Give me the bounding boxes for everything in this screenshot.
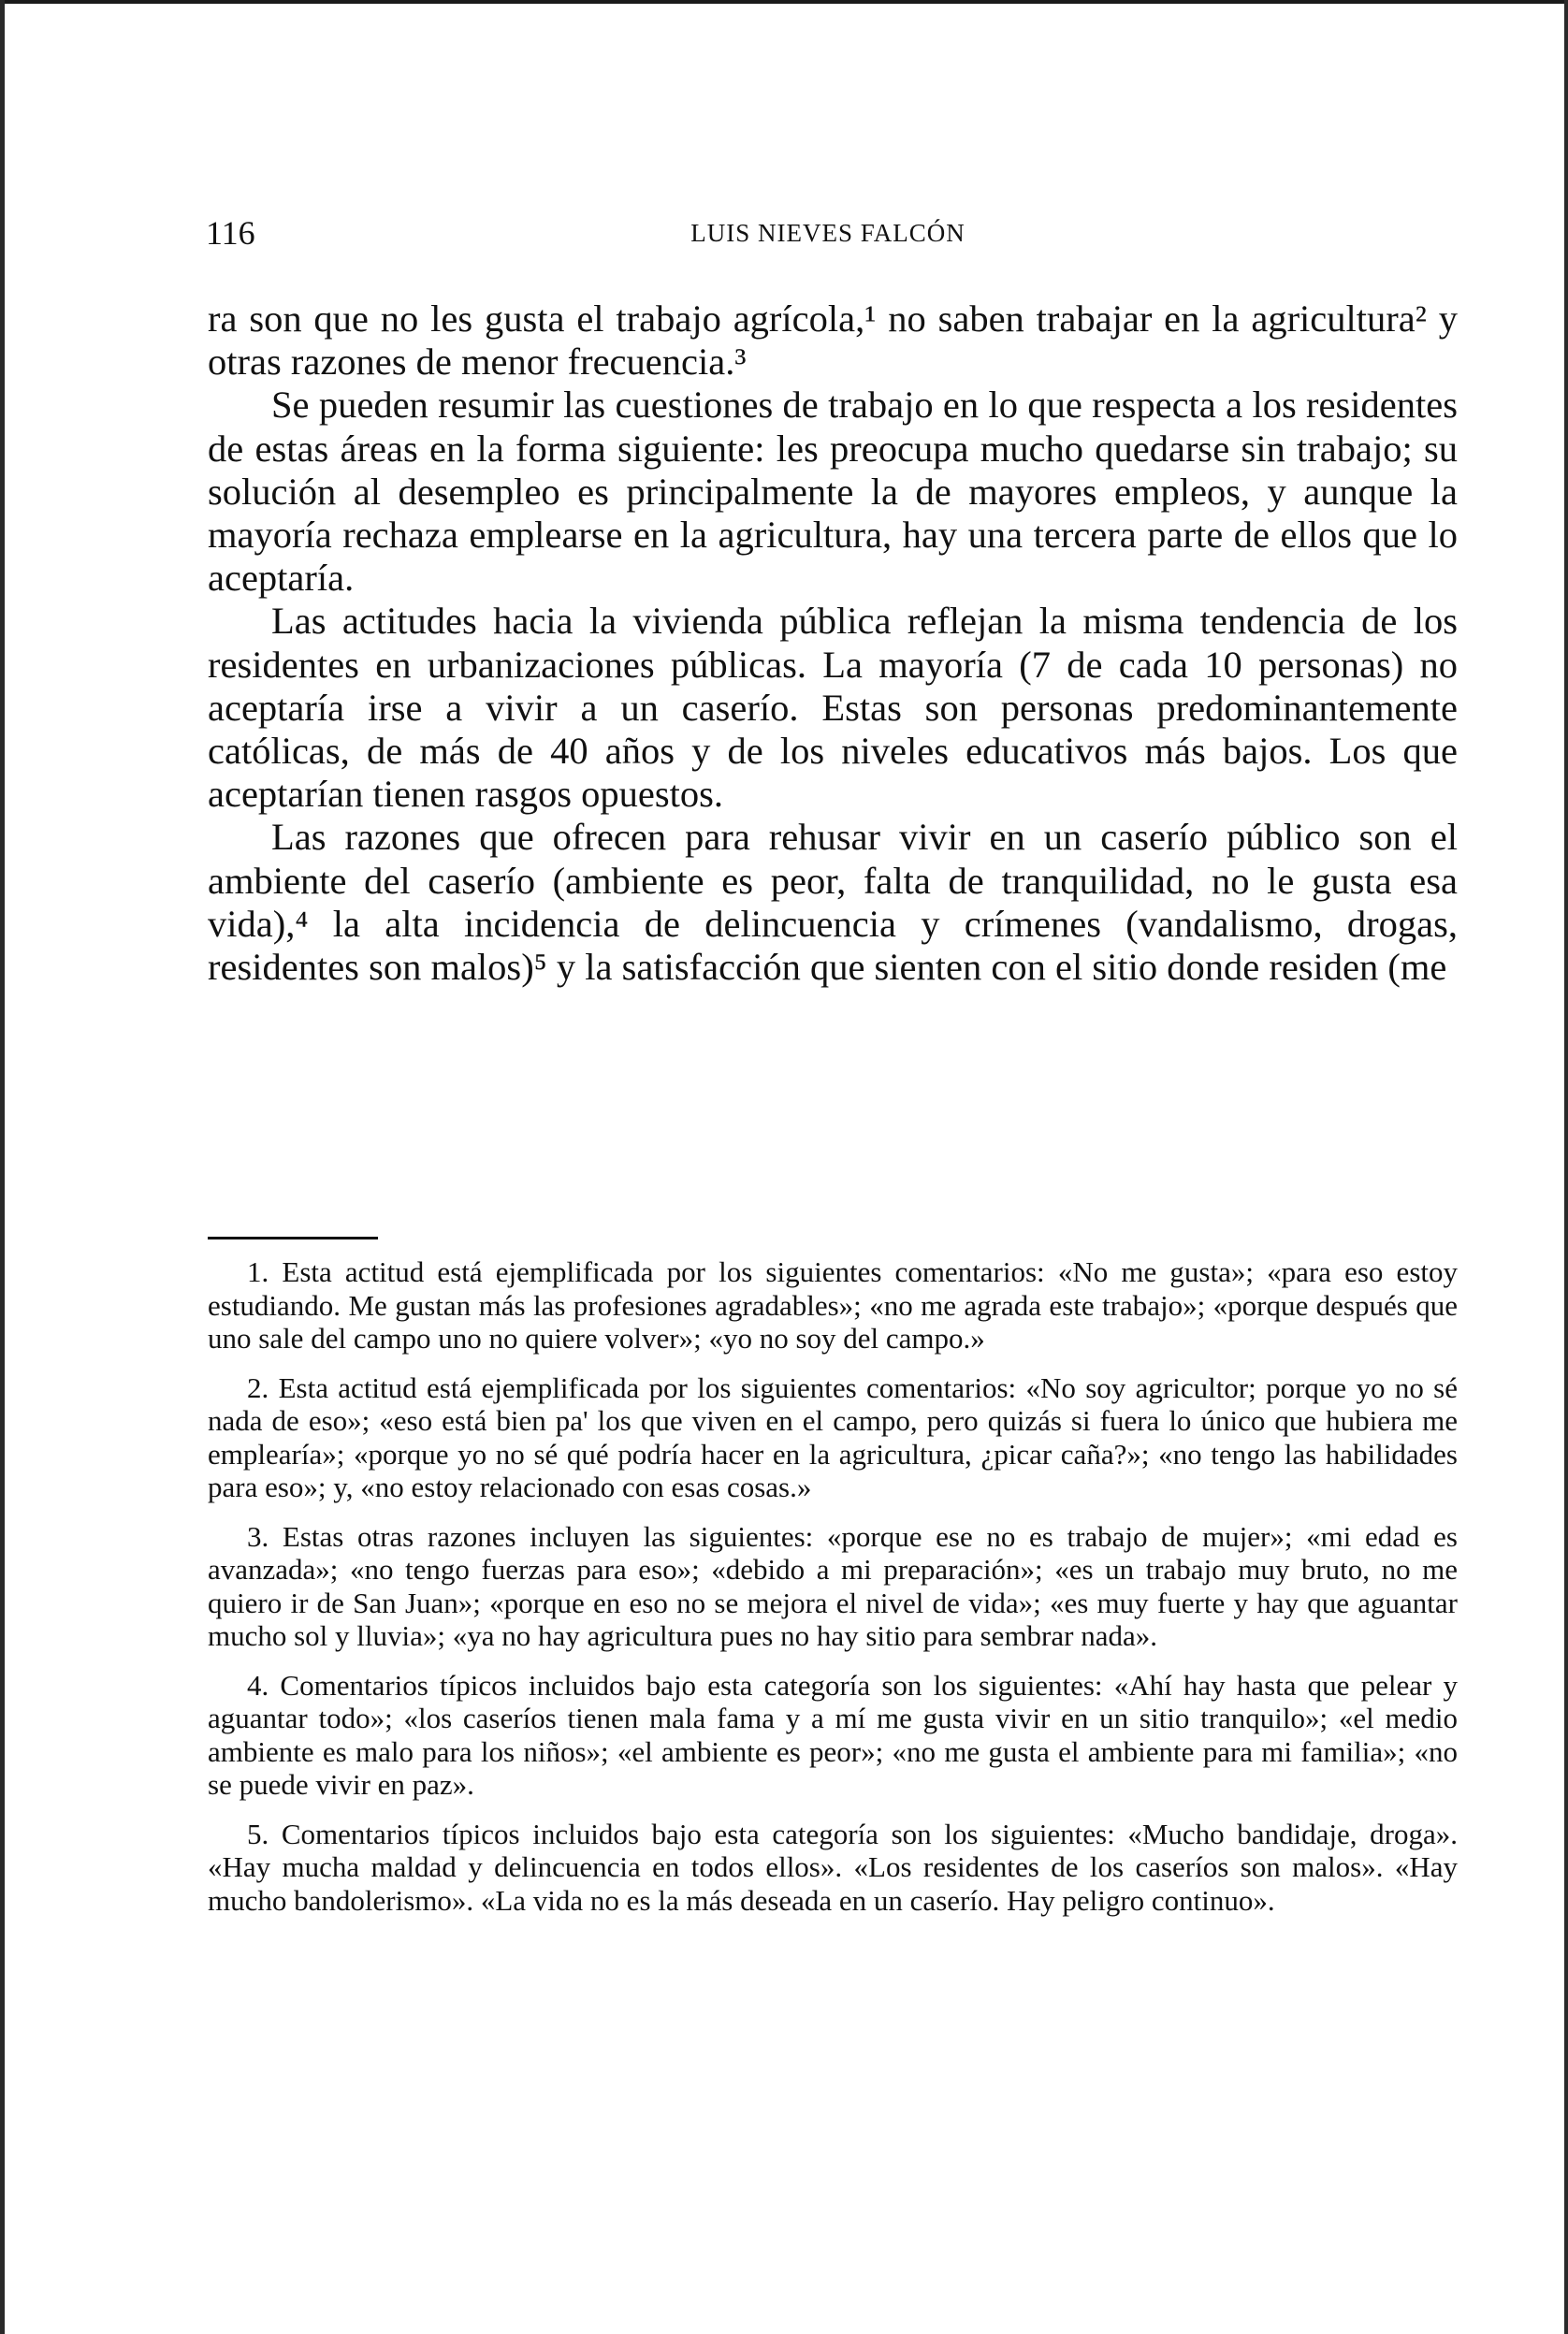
footnote-separator: [208, 1237, 378, 1239]
body-paragraph: ra son que no les gusta el trabajo agrícola,¹ no saben trabajar en la agricultura² y otras razones de menor frecuencia.³: [208, 297, 1458, 384]
footnote-3: 3. Estas otras razones incluyen las siguientes: «porque ese no es trabajo de mujer»; «mi edad es avanzada»; «no tengo fuerzas para eso»; «debido a mi preparación»; «es un trabajo muy bruto, no me quiero ir de San Juan»; «porque en eso no se mejora el nivel de vida»; «es muy fuerte y hay que aguantar mucho sol y lluvia»; «ya no hay agricultura pues no hay sitio para sembrar nada».: [208, 1519, 1458, 1652]
body-text: [208, 297, 1458, 989]
footnote-4: 4. Comentarios típicos incluidos bajo esta categoría son los siguientes: «Ahí hay hasta que pelear y aguantar todo»; «los caseríos tienen mala fama y a mí me gusta vivir en un sitio tranquilo»; «el medio ambiente es malo para los niños»; «el ambiente es peor»; «no me gusta el ambiente para mi familia»; «no se puede vivir en paz».: [208, 1668, 1458, 1801]
scan-edge-right: [1564, 0, 1568, 2334]
footnote-5: 5. Comentarios típicos incluidos bajo esta categoría son los siguientes: «Mucho bandidaje, droga». «Hay mucha maldad y delincuencia en todos ellos». «Los residentes de los caseríos son malos». «Hay mucho bandolerismo». «La vida no es la más deseada en un caserío. Hay peligro continuo».: [208, 1817, 1458, 1917]
body-paragraph: Las razones que ofrecen para rehusar vivir en un caserío público son el ambiente del caserío (ambiente es peor, falta de tranquilidad, no le gusta esa vida),⁴ la alta incidencia de delincuencia y crímenes (vandalismo, drogas, residentes son malos)⁵ y la satisfacción que sienten con el sitio donde residen (me: [208, 816, 1458, 989]
page-header: [206, 213, 1450, 251]
body-paragraph: Se pueden resumir las cuestiones de trabajo en lo que respecta a los residentes de estas áreas en la forma siguiente: les preocupa mucho quedarse sin trabajo; su solución al desempleo es principalmente la de mayores empleos, y aunque la mayoría rechaza emplearse en la agricultura, hay una tercera parte de ellos que lo aceptaría.: [208, 384, 1458, 600]
footnote-2: 2. Esta actitud está ejemplificada por los siguientes comentarios: «No soy agricultor; porque yo no sé nada de eso»; «eso está bien pa' los que viven en el campo, pero quizás si fuera lo único que hubiera me emplearía»; «porque yo no sé qué podría hacer en la agricultura, ¿picar caña?»; «no tengo las habilidades para eso»; y, «no estoy relacionado con esas cosas.»: [208, 1370, 1458, 1503]
running-head: LUIS NIEVES FALCÓN: [690, 219, 965, 247]
body-paragraph: Las actitudes hacia la vivienda pública reflejan la misma tendencia de los residentes en urbanizaciones públicas. La mayoría (7 de cada 10 personas) no aceptaría irse a vivir a un caserío. Estas son personas predominantemente católicas, de más de 40 años y de los niveles educativos más bajos. Los que aceptarían tienen rasgos opuestos.: [208, 600, 1458, 816]
scan-edge-top: [0, 0, 1568, 4]
page-number: 116: [206, 214, 255, 252]
footnote-1: 1. Esta actitud está ejemplificada por los siguientes comentarios: «No me gusta»; «para eso estoy estudiando. Me gustan más las profesiones agradables»; «no me agrada este trabajo»; «porque después que uno sale del campo uno no quiere volver»; «yo no soy del campo.»: [208, 1255, 1458, 1355]
scan-edge-left: [0, 0, 5, 2334]
footnotes: [208, 1255, 1458, 1933]
